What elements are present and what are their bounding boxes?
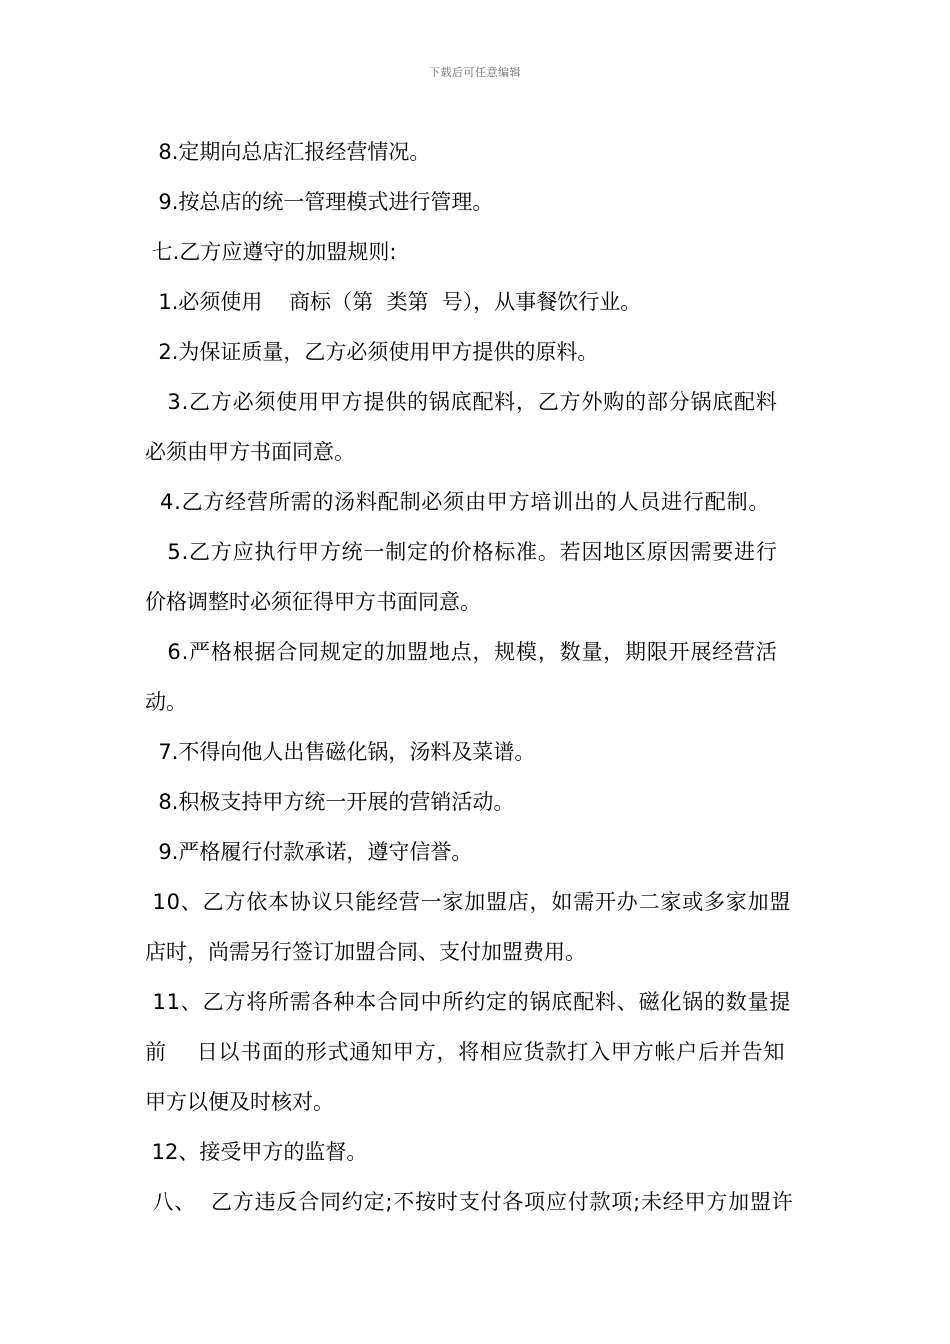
section-heading: 七.乙方应遵守的加盟规则: <box>145 240 397 264</box>
text-line: 前 日以书面的形式通知甲方，将相应货款打入甲方帐户后并告知 <box>145 1040 786 1064</box>
text-line: 甲方以便及时核对。 <box>145 1090 334 1114</box>
text-line: 5.乙方应执行甲方统一制定的价格标准。若因地区原因需要进行 <box>145 540 778 564</box>
text-line: 12、接受甲方的监督。 <box>145 1140 368 1164</box>
text-line: 1.必须使用 商标（第 类第 号），从事餐饮行业。 <box>145 290 642 314</box>
section-heading: 八、 乙方违反合同约定;不按时支付各项应付款项;未经甲方加盟许 <box>145 1190 794 1214</box>
text-line: 动。 <box>145 690 187 714</box>
header-note: 下载后可任意编辑 <box>429 66 521 79</box>
text-line: 11、乙方将所需各种本合同中所约定的锅底配料、磁化锅的数量提 <box>145 990 792 1014</box>
text-line: 10、乙方依本协议只能经营一家加盟店，如需开办二家或多家加盟 <box>145 890 792 914</box>
document-body <box>145 127 810 1227</box>
text-line: 8.积极支持甲方统一开展的营销活动。 <box>145 790 515 814</box>
text-line: 店时，尚需另行签订加盟合同、支付加盟费用。 <box>145 940 586 964</box>
text-line: 7.不得向他人出售磁化锅，汤料及菜谱。 <box>145 740 536 764</box>
text-line: 9.严格履行付款承诺，遵守信誉。 <box>145 840 473 864</box>
text-line: 9.按总店的统一管理模式进行管理。 <box>145 190 494 214</box>
text-line: 2.为保证质量，乙方必须使用甲方提供的原料。 <box>145 340 599 364</box>
text-line: 4.乙方经营所需的汤料配制必须由甲方培训出的人员进行配制。 <box>145 490 771 514</box>
text-line: 8.定期向总店汇报经营情况。 <box>145 140 431 164</box>
text-line: 3.乙方必须使用甲方提供的锅底配料，乙方外购的部分锅底配料 <box>145 390 778 414</box>
text-line: 价格调整时必须征得甲方书面同意。 <box>145 590 481 614</box>
text-line: 必须由甲方书面同意。 <box>145 440 355 464</box>
text-line: 6.严格根据合同规定的加盟地点，规模，数量，期限开展经营活 <box>145 640 778 664</box>
